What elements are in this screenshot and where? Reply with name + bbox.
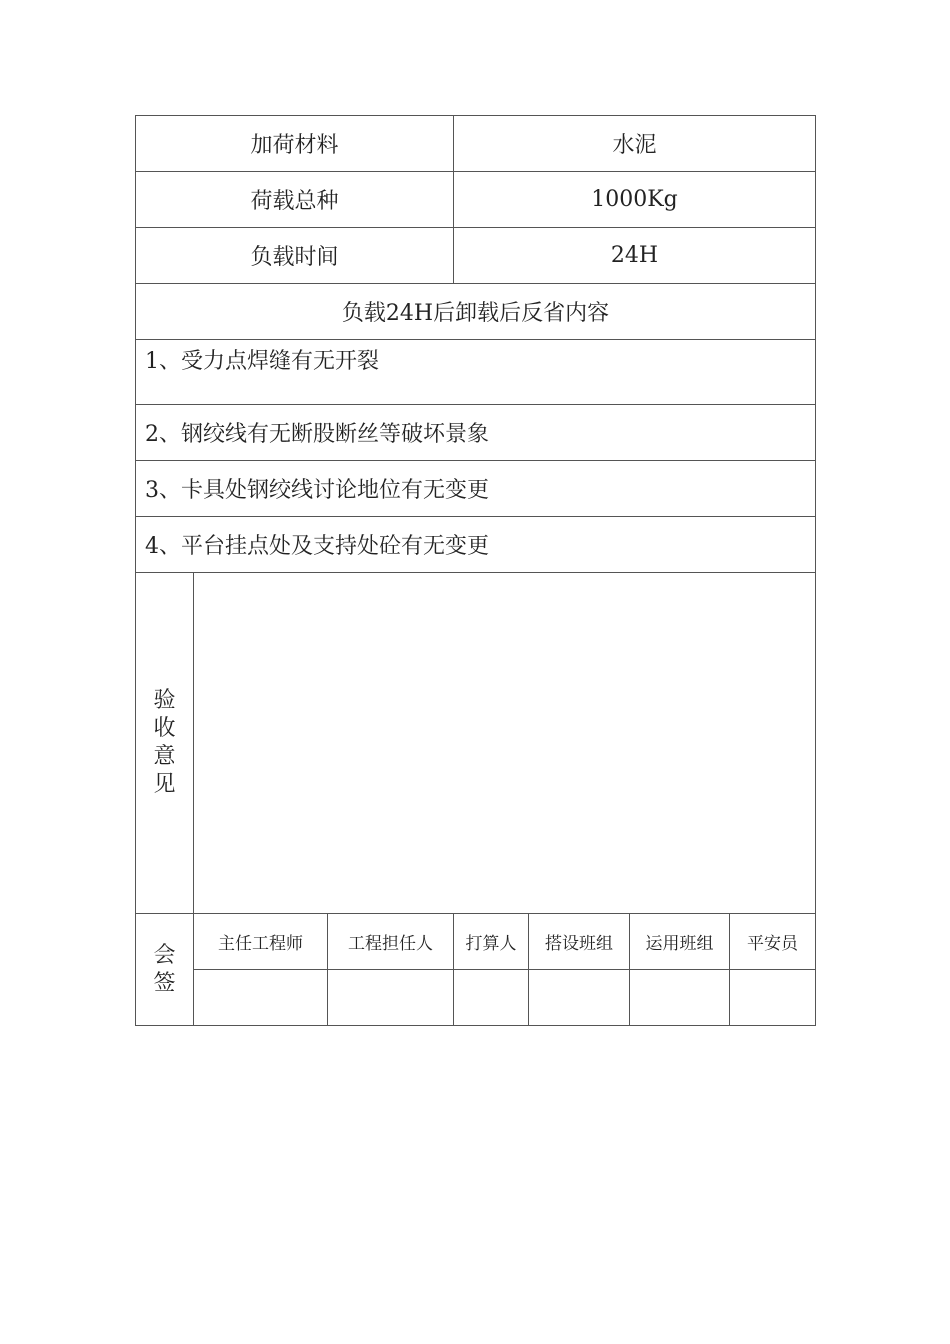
material-value: 水泥 bbox=[454, 116, 816, 172]
signoff-col-chief-engineer: 主任工程师 bbox=[194, 914, 328, 970]
signoff-field-operation-team[interactable] bbox=[630, 970, 730, 1026]
row-section-title bbox=[136, 284, 816, 340]
opinion-field[interactable] bbox=[194, 573, 816, 914]
row-signoff-fields bbox=[136, 970, 816, 1026]
opinion-label-text: 验收意见 bbox=[153, 688, 176, 797]
signoff-field-erection-team[interactable] bbox=[529, 970, 630, 1026]
check-item-4: 4、平台挂点处及支持处砼有无变更 bbox=[136, 517, 816, 573]
row-signoff-header bbox=[136, 914, 816, 970]
row-opinion bbox=[136, 573, 816, 914]
signoff-field-chief-engineer[interactable] bbox=[194, 970, 328, 1026]
material-label: 加荷材料 bbox=[136, 116, 454, 172]
row-check-1 bbox=[136, 340, 816, 405]
signoff-col-operation-team: 运用班组 bbox=[630, 914, 730, 970]
check-item-1: 1、受力点焊缝有无开裂 bbox=[136, 340, 816, 405]
load-total-label: 荷载总种 bbox=[136, 172, 454, 228]
signoff-label bbox=[136, 914, 194, 1026]
signoff-field-planner[interactable] bbox=[454, 970, 529, 1026]
signoff-label-text: 会签 bbox=[153, 942, 176, 996]
signoff-col-planner: 打算人 bbox=[454, 914, 529, 970]
opinion-label bbox=[136, 573, 194, 914]
row-check-3 bbox=[136, 461, 816, 517]
signoff-field-safety-officer[interactable] bbox=[730, 970, 816, 1026]
check-item-2: 2、钢绞线有无断股断丝等破坏景象 bbox=[136, 405, 816, 461]
check-item-3: 3、卡具处钢绞线讨论地位有无变更 bbox=[136, 461, 816, 517]
signoff-col-project-manager: 工程担任人 bbox=[328, 914, 454, 970]
signoff-col-safety-officer: 平安员 bbox=[730, 914, 816, 970]
row-load-time bbox=[136, 228, 816, 284]
load-time-label: 负载时间 bbox=[136, 228, 454, 284]
signoff-col-erection-team: 搭设班组 bbox=[529, 914, 630, 970]
load-total-value: 1000Kg bbox=[454, 172, 816, 228]
row-check-4 bbox=[136, 517, 816, 573]
row-check-2 bbox=[136, 405, 816, 461]
section-title: 负载24H后卸载后反省内容 bbox=[136, 284, 816, 340]
load-time-value: 24H bbox=[454, 228, 816, 284]
signoff-field-project-manager[interactable] bbox=[328, 970, 454, 1026]
row-load-total bbox=[136, 172, 816, 228]
row-material bbox=[136, 116, 816, 172]
acceptance-form-table bbox=[135, 115, 816, 1026]
